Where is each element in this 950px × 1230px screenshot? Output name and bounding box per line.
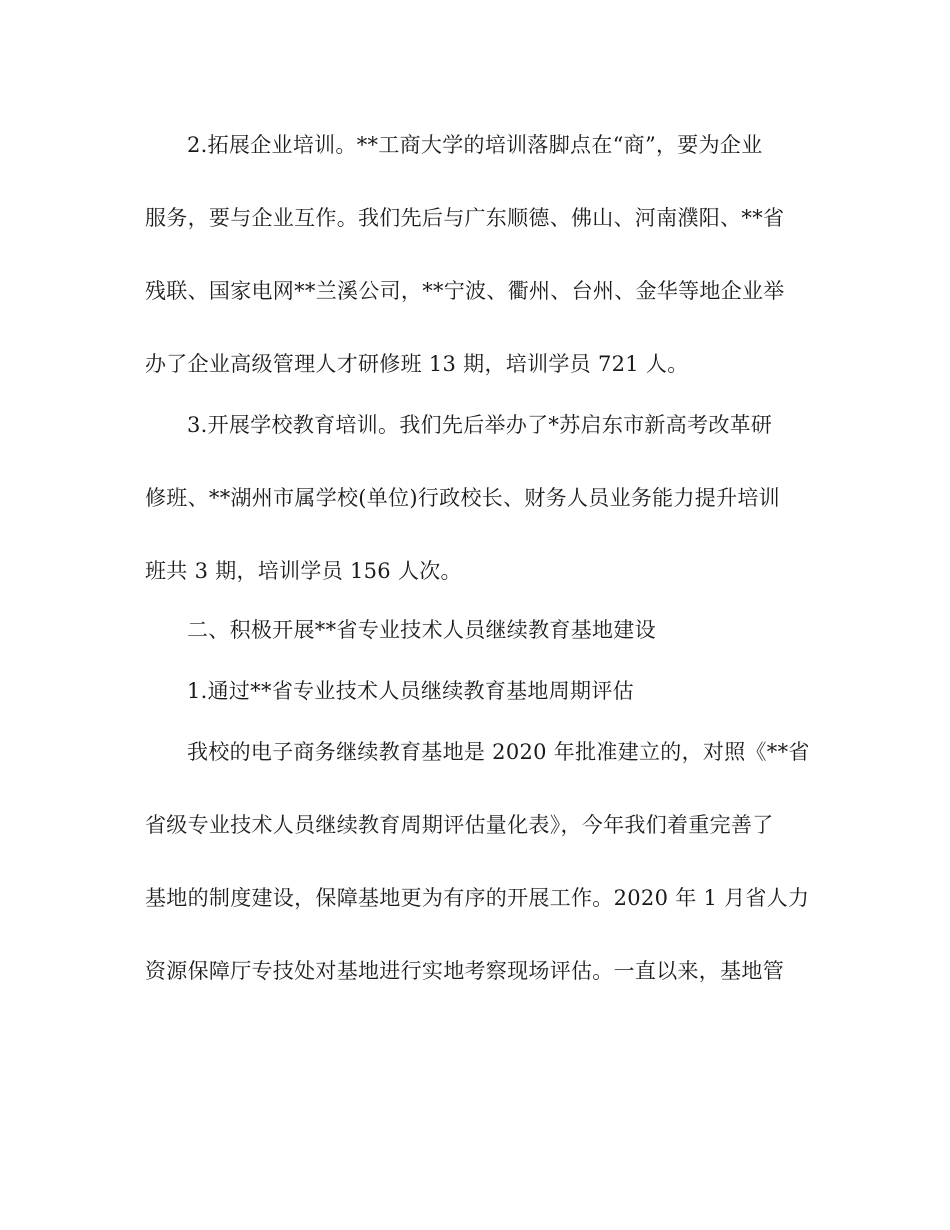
paragraph-base-evaluation-line-2: 省级专业技术人员继续教育周期评估量化表》，今年我们着重完善了 — [145, 813, 774, 837]
subsection-heading-1: 1.通过**省专业技术人员继续教育基地周期评估 — [187, 679, 634, 703]
paragraph-base-evaluation-line-1: 我校的电子商务继续教育基地是 2020 年批准建立的，对照《**省 — [187, 740, 810, 764]
paragraph-enterprise-training-line-2: 服务，要与企业互作。我们先后与广东顺德、佛山、河南濮阳、**省 — [145, 206, 785, 230]
section-heading-2: 二、积极开展**省专业技术人员继续教育基地建设 — [187, 618, 656, 642]
paragraph-school-training-line-1: 3.开展学校教育培训。我们先后举办了*苏启东市新高考改革研 — [187, 413, 773, 437]
paragraph-enterprise-training-line-4: 办了企业高级管理人才研修班 13 期，培训学员 721 人。 — [145, 352, 689, 376]
paragraph-enterprise-training-line-3: 残联、国家电网**兰溪公司，**宁波、衢州、台州、金华等地企业举 — [145, 279, 785, 303]
paragraph-base-evaluation-line-4: 资源保障厅专技处对基地进行实地考察现场评估。一直以来，基地管 — [145, 959, 784, 983]
paragraph-school-training-line-3: 班共 3 期，培训学员 156 人次。 — [145, 559, 462, 583]
paragraph-enterprise-training-line-1: 2.拓展企业培训。**工商大学的培训落脚点在“商”，要为企业 — [187, 133, 763, 157]
paragraph-base-evaluation-line-3: 基地的制度建设，保障基地更为有序的开展工作。2020 年 1 月省人力 — [145, 886, 810, 910]
paragraph-school-training-line-2: 修班、**湖州市属学校(单位)行政校长、财务人员业务能力提升培训 — [145, 486, 780, 510]
